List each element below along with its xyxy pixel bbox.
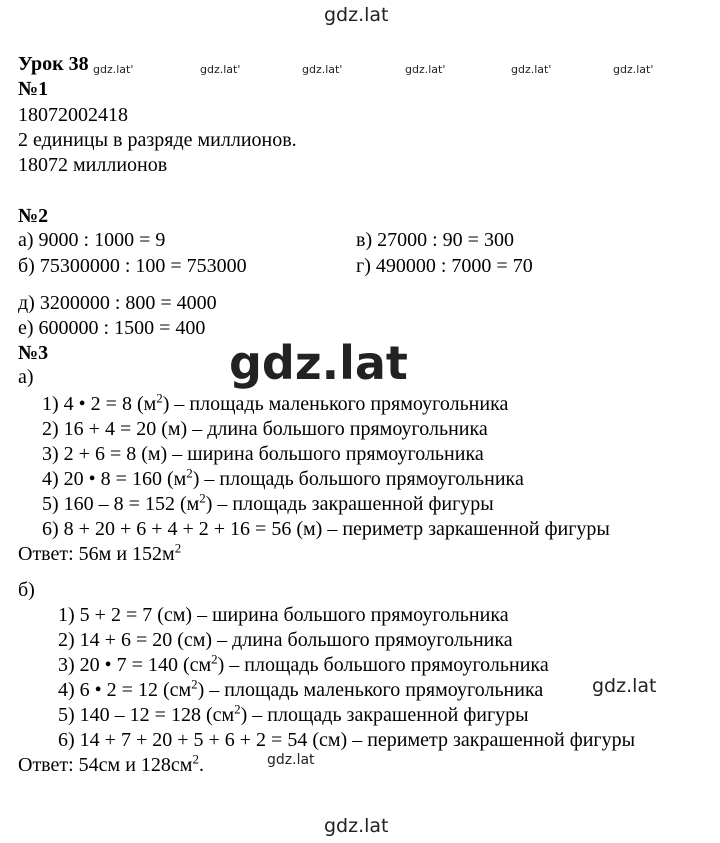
- task3b-step: 4) 6 • 2 = 12 $(см^2)$ – площадь маленького прямоугольника: [58, 676, 544, 701]
- task1-line: 18072 миллионов: [18, 154, 168, 176]
- watermark-small-4: gdz.lat': [405, 63, 446, 76]
- task2-item-b: б) 75300000 : 100 = 753000: [18, 255, 247, 277]
- task3b-step: 6) 14 + 7 + 20 + 5 + 6 + 2 = 54 (см) – периметр закрашенной фигуры: [58, 729, 636, 751]
- task3a-step: 2) 16 + 4 = 20 (м) – длина большого прямоугольника: [42, 418, 488, 440]
- task3b-step: 5) 140 – 12 = 128 $(см^2)$ – площадь закрашенной фигуры: [58, 701, 529, 726]
- watermark-small-3: gdz.lat': [302, 63, 343, 76]
- task3b-answer: Ответ: 54см и $128см^2$.: [18, 751, 204, 776]
- task3b-step: 3) 20 • 7 = 140 $(см^2)$ – площадь большого прямоугольника: [58, 651, 549, 676]
- watermark-bottom: gdz.lat: [324, 815, 389, 837]
- task2-title: №2: [18, 205, 49, 227]
- watermark-small-2: gdz.lat': [200, 63, 241, 76]
- task3a-answer: Ответ: 56м и $152м^2$: [18, 540, 182, 565]
- lesson-heading: Урок 38: [18, 53, 89, 75]
- task1-title: №1: [18, 78, 49, 100]
- watermark-lower: gdz.lat: [267, 752, 315, 768]
- watermark-small-1: gdz.lat': [93, 63, 134, 76]
- task3-part-a-label: а): [18, 366, 34, 388]
- task2-item-v: в) 27000 : 90 = 300: [356, 229, 514, 251]
- task3a-step: 1) 4 • 2 = 8 $(м^2)$ – площадь маленького прямоугольника: [42, 390, 509, 415]
- task1-line: 2 единицы в разряде миллионов.: [18, 129, 297, 151]
- watermark-large: gdz.lat: [229, 336, 408, 390]
- task2-item-a: а) 9000 : 1000 = 9: [18, 229, 166, 251]
- task3a-step: 4) 20 • 8 = 160 $(м^2)$ – площадь большого прямоугольника: [42, 465, 524, 490]
- task3-title: №3: [18, 342, 49, 364]
- watermark-right: gdz.lat: [592, 675, 657, 697]
- task2-item-g: г) 490000 : 7000 = 70: [356, 255, 533, 277]
- task3a-step: 5) 160 – 8 = 152 $(м^2)$ – площадь закрашенной фигуры: [42, 490, 494, 515]
- task1-line: 18072002418: [18, 104, 128, 126]
- watermark-small-5: gdz.lat': [511, 63, 552, 76]
- watermark-top: gdz.lat: [324, 4, 389, 26]
- task2-item-d: д) 3200000 : 800 = 4000: [18, 292, 217, 314]
- task2-item-e: е) 600000 : 1500 = 400: [18, 317, 206, 339]
- task3-part-b-label: б): [18, 579, 35, 601]
- task3b-step: 2) 14 + 6 = 20 (см) – длина большого прямоугольника: [58, 629, 513, 651]
- task3a-step: 6) 8 + 20 + 6 + 4 + 2 + 16 = 56 (м) – периметр заркашенной фигуры: [42, 518, 610, 540]
- task3b-step: 1) 5 + 2 = 7 (см) – ширина большого прямоугольника: [58, 604, 509, 626]
- watermark-small-6: gdz.lat': [613, 63, 654, 76]
- task3a-step: 3) 2 + 6 = 8 (м) – ширина большого прямоугольника: [42, 443, 484, 465]
